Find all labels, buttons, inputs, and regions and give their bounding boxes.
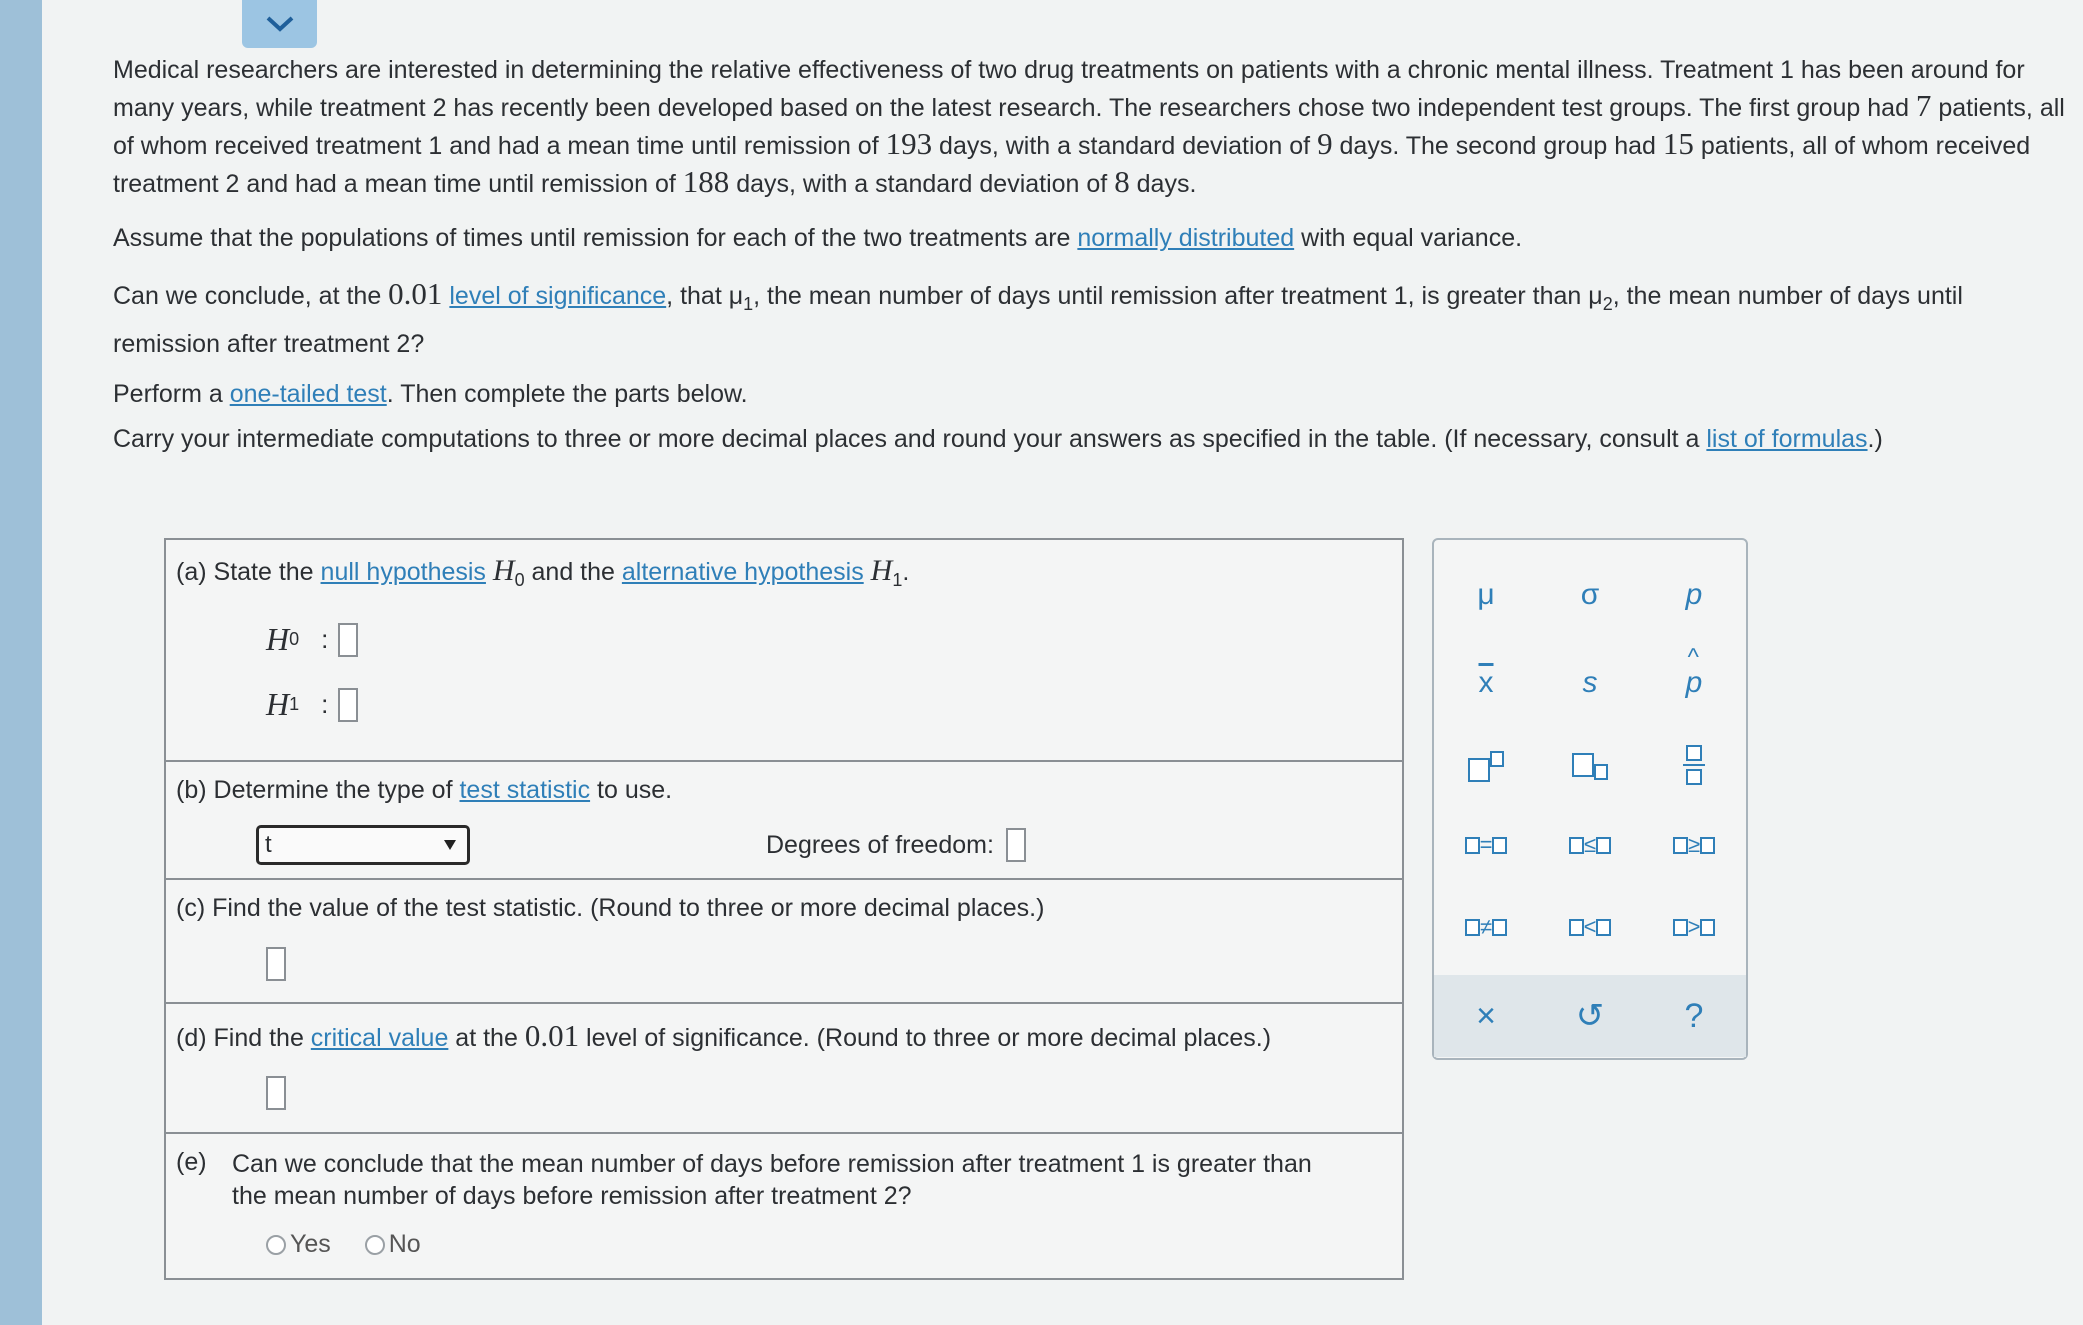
fraction-button[interactable] <box>1642 735 1746 795</box>
less-than-button[interactable]: < <box>1538 902 1642 952</box>
part-a: (a) State the null hypothesis $H_0$ and the alternative hypothesis $H_1$. H 0 : H 1 : <box>166 540 1402 760</box>
collapse-button[interactable] <box>242 0 317 48</box>
not-equal-button[interactable]: ≠ <box>1434 902 1538 952</box>
sigma-button[interactable]: σ <box>1580 578 1600 611</box>
math-palette <box>1432 538 1748 1060</box>
critical-value-link[interactable]: critical value <box>310 1024 449 1052</box>
dof-input[interactable] <box>1006 828 1026 862</box>
p-button[interactable]: p <box>1685 578 1703 611</box>
close-icon: × <box>1476 996 1496 1035</box>
p-hat-button[interactable]: ^ p <box>1685 644 1703 699</box>
h0-input[interactable] <box>338 623 358 657</box>
yes-radio[interactable] <box>266 1235 286 1255</box>
equals-button[interactable]: = <box>1434 820 1538 870</box>
no-radio[interactable] <box>365 1235 385 1255</box>
alpha-value: 0.01 <box>388 276 443 311</box>
greater-than-button[interactable]: > <box>1642 902 1746 952</box>
h1-input[interactable] <box>338 688 358 722</box>
test-statistic-select[interactable]: t <box>256 825 470 865</box>
problem-paragraph-5: Carry your intermediate computations to three or more decimal places and round your answers as specified in the table. (If necessary, consult a list of formulas.) <box>113 425 1883 453</box>
critical-value-input[interactable] <box>266 1076 286 1110</box>
h0-row: H 0 : <box>266 621 1392 658</box>
mu-button[interactable]: μ <box>1477 578 1495 611</box>
problem-paragraph-2: Assume that the populations of times until remission for each of the two treatments are normally distributed with equal variance. <box>113 224 1523 252</box>
problem-paragraph-1: Medical researchers are interested in determining the relative effectiveness of two drug treatments on patients with a chronic mental illness. Treatment 1 has been around for many years, while treatment 2 has recently been developed based on the latest research. The researchers chose two independent test groups. The first group had 7 patients, all of whom received treatment 1 and had a mean time until remission of 193 days, with a standard deviation of 9 days. The second group had 15 patients, all of whom received treatment 2 and had a mean time until remission of 188 days, with a standard deviation of 8 days. <box>113 56 2065 199</box>
level-of-significance-link[interactable]: level of significance <box>449 282 667 310</box>
group1-mean: 193 <box>885 126 933 161</box>
part-b: (b) Determine the type of test statistic to use. t Degrees of freedom: <box>166 760 1402 878</box>
help-icon: ? <box>1684 996 1704 1035</box>
greater-equal-button[interactable]: ≥ <box>1642 820 1746 870</box>
group2-mean: 188 <box>682 164 730 199</box>
group2-size: 15 <box>1662 126 1694 161</box>
superscript-button[interactable] <box>1434 735 1538 795</box>
left-edge-bar <box>0 0 42 1325</box>
test-statistic-link[interactable]: test statistic <box>459 776 591 804</box>
problem-statement <box>113 52 2073 454</box>
one-tailed-test-link[interactable]: one-tailed test <box>229 380 387 408</box>
problem-paragraph-3: Can we conclude, at the 0.01 level of significance, that $\mu_1$, the mean number of days until remission after treatment 1, is greater than $\mu_2$, the mean number of days until remission after treatment 2? <box>113 276 1963 358</box>
test-statistic-input[interactable] <box>266 947 286 981</box>
x-bar-button[interactable]: $\overline{x}$ <box>1478 666 1494 699</box>
group1-sd: 9 <box>1317 126 1333 161</box>
undo-button[interactable] <box>1538 975 1642 1057</box>
null-hypothesis-link[interactable]: null hypothesis <box>320 558 486 586</box>
dof-label: Degrees of freedom: <box>766 830 994 859</box>
list-of-formulas-link[interactable]: list of formulas <box>1706 425 1868 453</box>
chevron-down-icon <box>265 14 295 34</box>
h1-row: H 1 : <box>266 686 1392 723</box>
problem-paragraph-4: Perform a one-tailed test. Then complete the parts below. <box>113 380 748 408</box>
palette-footer <box>1434 975 1746 1057</box>
clear-button[interactable] <box>1434 975 1538 1057</box>
dropdown-arrow-icon <box>443 839 457 851</box>
less-equal-button[interactable]: ≤ <box>1538 820 1642 870</box>
part-c: (c) Find the value of the test statistic. (Round to three or more decimal places.) <box>166 878 1402 1002</box>
part-d: (d) Find the critical value at the 0.01 level of significance. (Round to three or more decimal places.) <box>166 1002 1402 1132</box>
answer-table <box>164 538 1404 1280</box>
undo-icon: ↺ <box>1575 997 1605 1035</box>
group2-sd: 8 <box>1114 164 1130 199</box>
s-button[interactable]: s <box>1582 666 1598 699</box>
group1-size: 7 <box>1915 88 1932 123</box>
subscript-button[interactable] <box>1538 735 1642 795</box>
help-button[interactable] <box>1642 975 1746 1057</box>
normally-distributed-link[interactable]: normally distributed <box>1077 224 1295 252</box>
alternative-hypothesis-link[interactable]: alternative hypothesis <box>621 558 864 586</box>
part-e: (e) Can we conclude that the mean number of days before remission after treatment 1 is greater than the mean number of days before remission after treatment 2? Yes No <box>166 1132 1402 1278</box>
